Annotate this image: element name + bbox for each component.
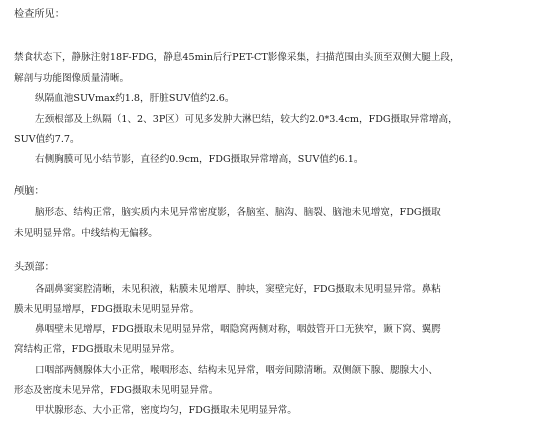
nasopharynx-finding-line-1: 鼻咽壁未见增厚，FDG摄取未见明显异常，咽隐窝两侧对称，咽鼓管开口无狭窄，颞下窝、翼腭 bbox=[35, 324, 441, 335]
neck-nodes-finding-line-2: SUV值约7.7。 bbox=[14, 134, 80, 145]
oropharynx-finding-line-2: 形态及密度未见异常，FDG摄取未见明显异常。 bbox=[14, 385, 219, 396]
mediastinum-finding: 纵隔血池SUVmax约1.8，肝脏SUV值约2.6。 bbox=[35, 93, 235, 104]
brain-line-1: 脑形态、结构正常，脑实质内未见异常密度影，各脑室、脑沟、脑裂、脑池未见增宽，FDG摄取 bbox=[35, 207, 441, 218]
head-neck-heading: 头颈部： bbox=[14, 262, 55, 273]
intro-line-2: 解剖与功能图像质量清晰。 bbox=[14, 73, 130, 84]
thyroid-finding: 甲状腺形态、大小正常，密度均匀，FDG摄取未见明显异常。 bbox=[35, 405, 297, 416]
brain-heading: 颅脑： bbox=[14, 186, 45, 197]
neck-nodes-finding-line-1: 左颈根部及上纵隔（1、2、3P区）可见多发肿大淋巴结，较大约2.0*3.4cm，FDG摄取异常增高， bbox=[35, 114, 458, 125]
nasopharynx-finding-line-2: 窝结构正常，FDG摄取未见明显异常。 bbox=[14, 344, 180, 355]
report-title: 检查所见： bbox=[14, 9, 65, 20]
intro-line-1: 禁食状态下，静脉注射18F-FDG，静息45min后行PET-CT影像采集，扫描范围由头顶至双侧大腿上段， bbox=[14, 52, 460, 63]
sinus-finding-line-1: 各副鼻窦窦腔清晰，未见积液，粘膜未见增厚、肿块，窦壁完好，FDG摄取未见明显异常。鼻粘 bbox=[35, 284, 441, 295]
oropharynx-finding-line-1: 口咽部两侧腺体大小正常，喉咽形态、结构未见异常，咽旁间隙清晰。双侧颌下腺、腮腺大小、 bbox=[35, 365, 438, 376]
pleura-finding: 右侧胸膜可见小结节影，直径约0.9cm，FDG摄取异常增高，SUV值约6.1。 bbox=[35, 154, 364, 165]
sinus-finding-line-2: 膜未见明显增厚，FDG摄取未见明显异常。 bbox=[14, 304, 200, 315]
brain-line-2: 未见明显异常。中线结构无偏移。 bbox=[14, 228, 158, 239]
